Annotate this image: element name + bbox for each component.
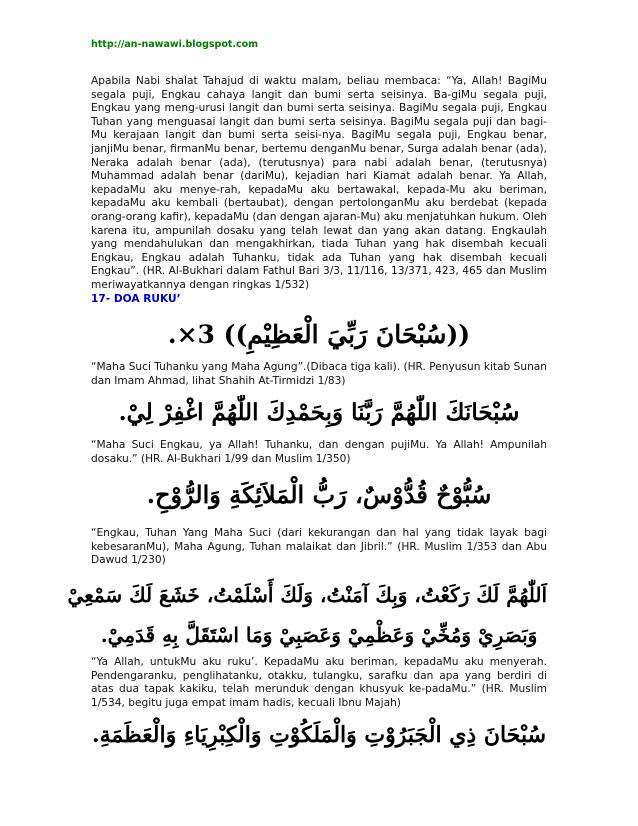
- doa2-arabic: سُبْحَانَكَ اللّٰهُمَّ رَبَّنَا وَبِحَمْدِكَ اللّٰهُمَّ اغْفِرْ لِيْ.: [118, 399, 520, 426]
- doa5-arabic: سُبْحَانَ ذِي الْجَبَرُوْتِ وَالْمَلَكُوْتِ وَالْكِبْرِيَاءِ وَالْعَظَمَةِ.: [91, 722, 547, 748]
- doa3-arabic: سُبُّوْحٌ قُدُّوْسٌ، رَبُّ الْمَلاَئِكَةِ وَالرُّوْحِ.: [146, 480, 492, 509]
- doa4-arabic-line1: اَللّٰهُمَّ لَكَ رَكَعْتُ، وَبِكَ آمَنْتُ، وَلَكَ أَسْلَمْتُ، خَشَعَ لَكَ سَمْعِيْ: [67, 583, 547, 607]
- header-url[interactable]: http://an-nawawi.blogspot.com: [91, 39, 259, 50]
- doa4-arabic: [67, 575, 547, 655]
- intro-paragraph: Apabila Nabi shalat Tahajud di waktu malam, beliau membaca: “Ya, Allah! BagiMu segala puji, Engkau cahaya langit dan bumi serta seisinya. Ba-giMu segala puji, Engkau yang meng-urusi langit dan bumi serta seisinya. BagiMu segala puji, Engkau Tuhan yang menguasai langit dan bumi serta seisinya. BagiMu segala puji dan bagi-Mu kerajaan langit dan bumi serta seisi-nya. BagiMu segala puji, Engkau benar, janjiMu benar, firmanMu benar, bertemu denganMu benar, Surga adalah benar (ada), Neraka adalah benar (ada), (terutusnya) para nabi adalah benar, (terutusnya) Muhammad adalah benar (dariMu), kejadian hari Kiamat adalah benar. Ya Allah, kepadaMu aku menye-rah, kepadaMu aku bertawakal, kepada-Mu aku beriman, kepadaMu aku kembali (bertaubat), dengan pertolonganMu aku berdebat (kepada orang-orang kafir), kepadaMu (dan dengan ajaran-Mu) aku menjatuhkan hukum. Oleh karena itu, ampunilah dosaku yang telah lewat dan yang akan datang. Engkaulah yang mendahulukan dan mengakhirkan, tiada Tuhan yang hak disembah kecuali Engkau, Engkau adalah Tuhanku, tidak ada Tuhan yang hak disembah kecuali Engkau”. (HR. Al-Bukhari dalam Fathul Bari 3/3, 11/116, 13/371, 423, 465 dan Muslim meriwayatkannya dengan ringkas 1/532): [91, 75, 547, 291]
- doa2-translation: “Maha Suci Engkau, ya Allah! Tuhanku, dan dengan pujiMu. Ya Allah! Ampunilah dosaku.” (HR. Al-Bukhari 1/99 dan Muslim 1/350): [91, 439, 547, 465]
- doa3-translation: “Engkau, Tuhan Yang Maha Suci (dari kekurangan dan hal yang tidak layak bagi kebesaranMu), Maha Agung, Tuhan malaikat dan Jibril.” (HR. Muslim 1/353 dan Abu Dawud 1/230): [91, 527, 547, 567]
- section-heading: 17- DOA RUKU’: [91, 293, 181, 305]
- doa4-arabic-line2: وَبَصَرِيْ وَمُخِّيْ وَعَظْمِيْ وَعَصَبِيْ وَمَا اسْتَقَلَّ بِهِ قَدَمِيْ.: [100, 623, 538, 647]
- doa1-translation: “Maha Suci Tuhanku yang Maha Agung”.(Dibaca tiga kali). (HR. Penyusun kitab Sunan dan Imam Ahmad, lihat Shahih At-Tirmidzi 1/83): [91, 361, 547, 387]
- doa1-arabic: ((سُبْحَانَ رَبِّيَ الْعَظِيْمِ)) 3×.: [167, 320, 471, 349]
- doa4-translation: “Ya Allah, untukMu aku ruku’. KepadaMu aku beriman, kepadaMu aku menyerah. Pendengaranku, penglihatanku, otakku, tulangku, sarafku dan apa yang berdiri di atas dua tapak kakiku, telah merunduk dengan khusyuk ke-padaMu.” (HR. Muslim 1/534, begitu juga empat imam hadis, kecuali Ibnu Majah): [91, 656, 547, 709]
